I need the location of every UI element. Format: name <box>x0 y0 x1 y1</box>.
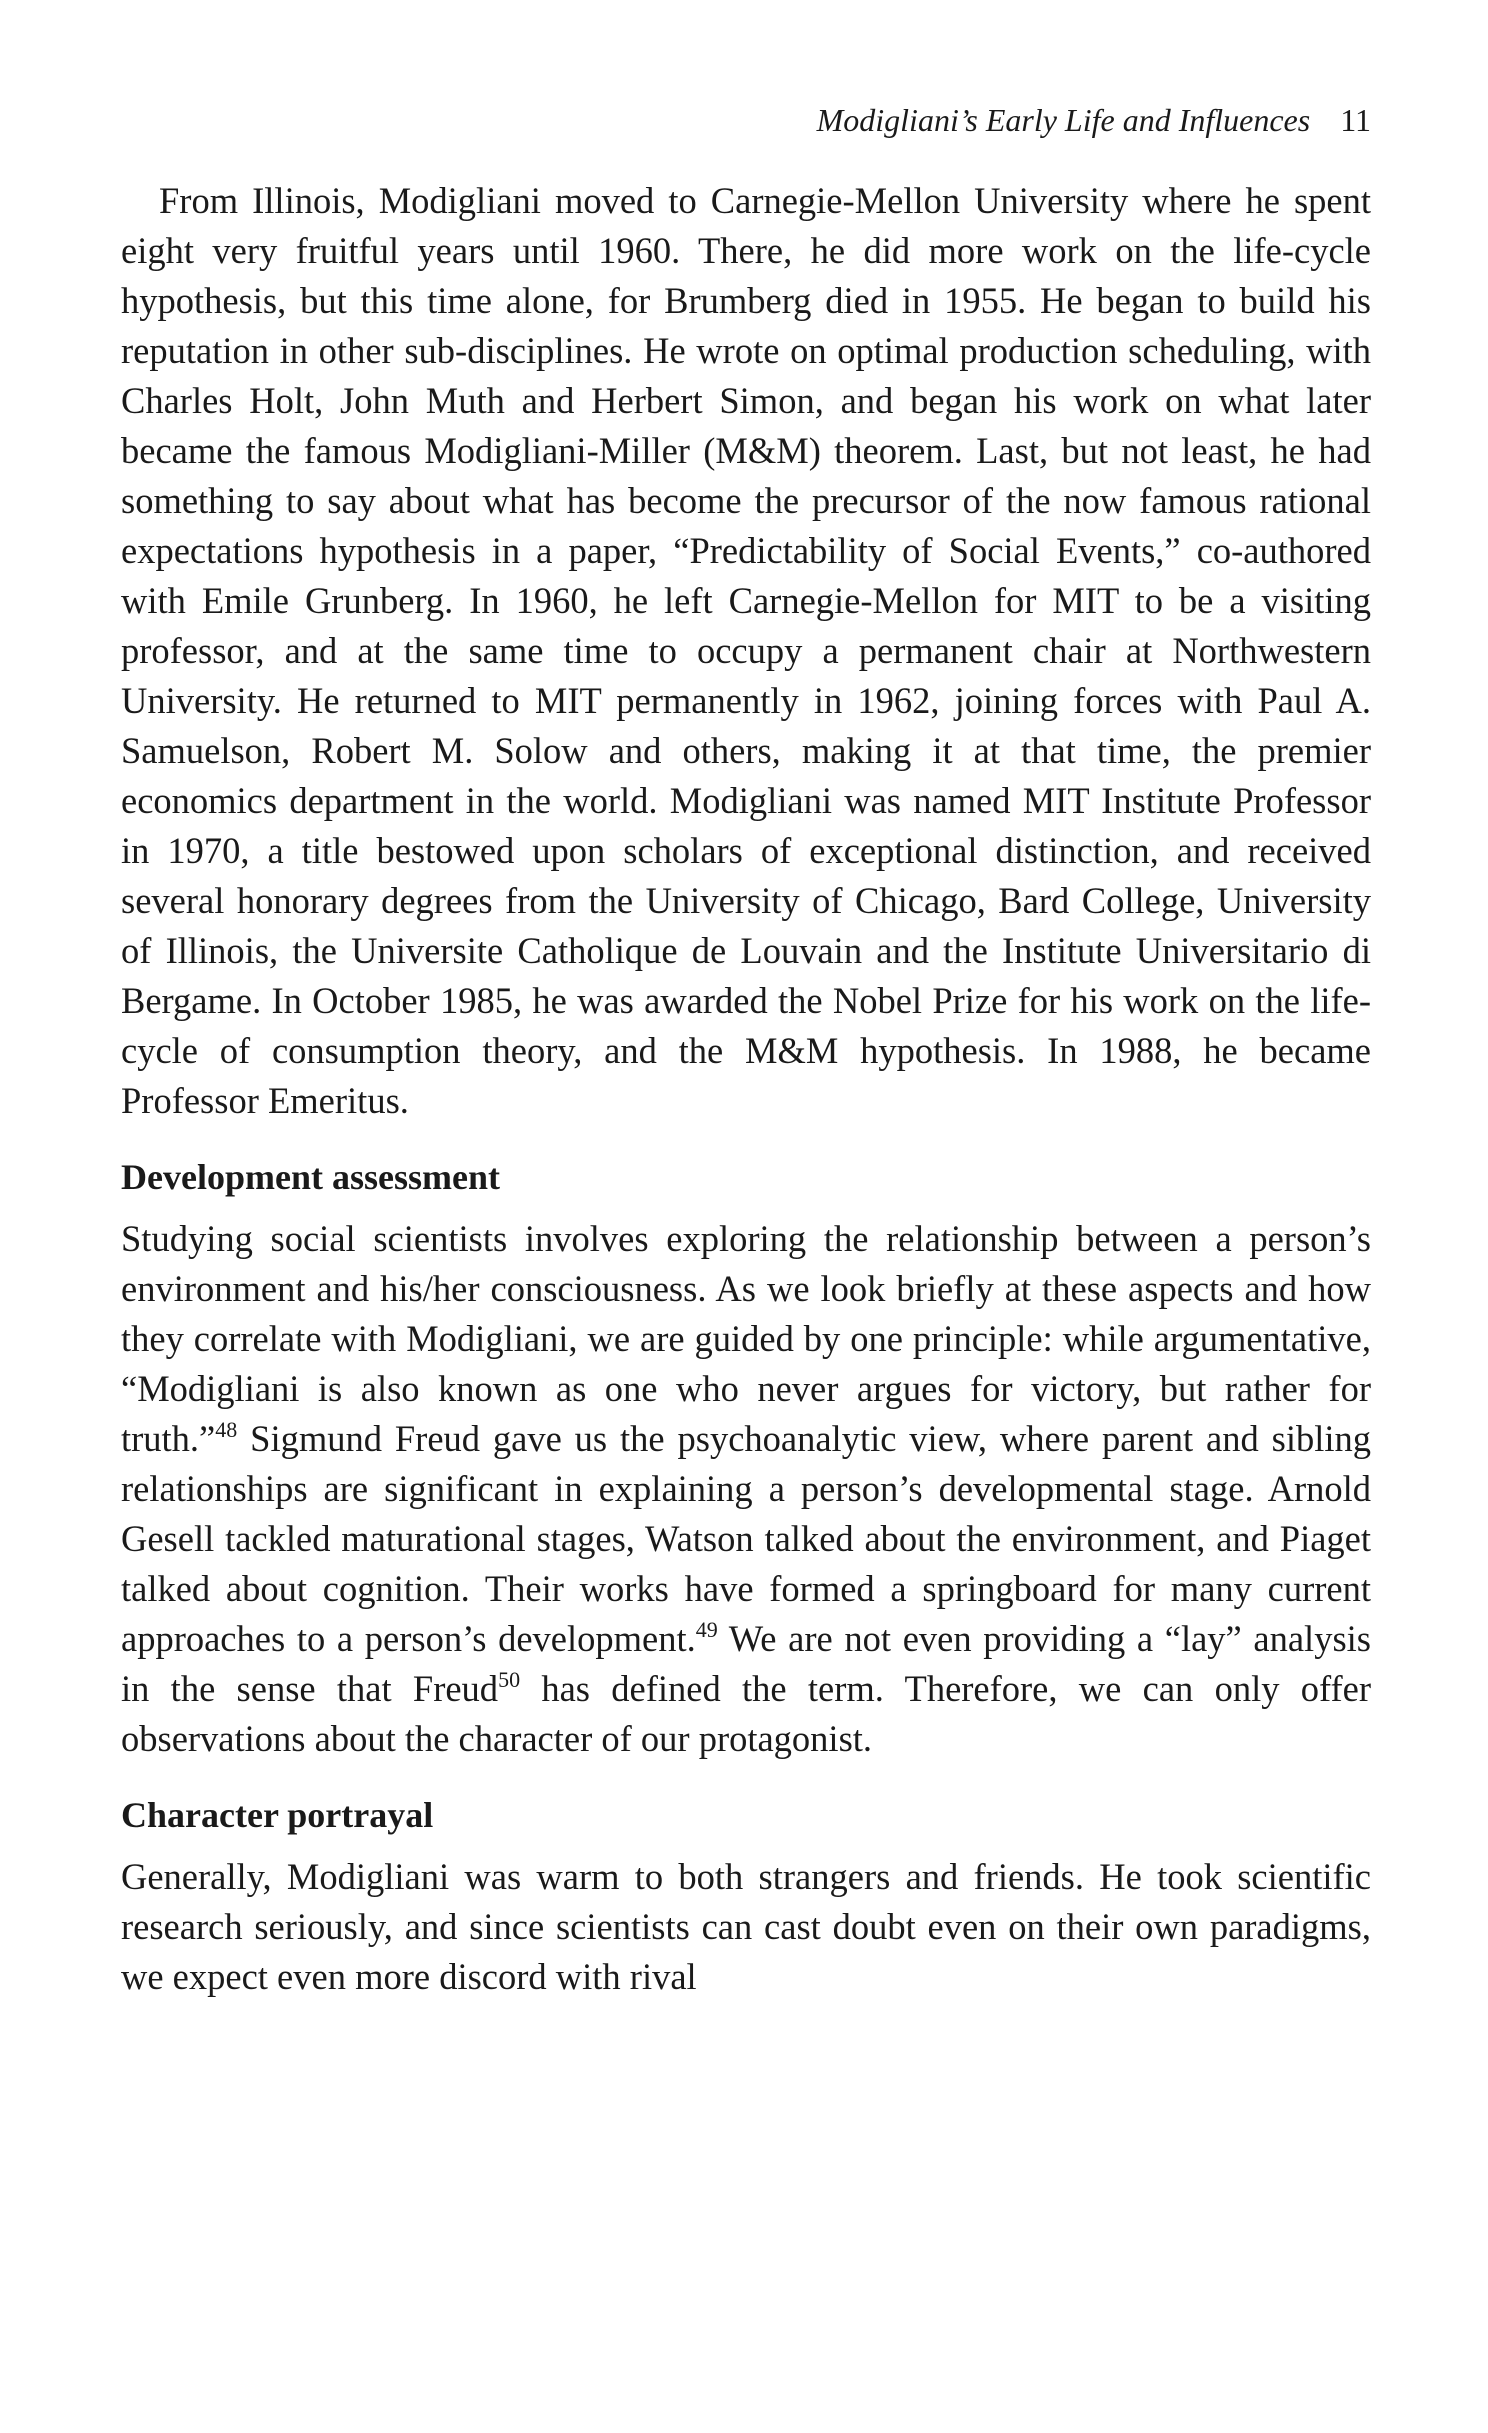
development-text-part-2: Sigmund Freud gave us the psychoanalytic view, where parent and sibling relationships are significant in explaining a person’s developmental stage. Arnold Gesell tackled maturational stages, Watson talked about the environment, and Piaget talked about cognition. Their works have formed a springboard for many current approaches to a person’s development. <box>121 1418 1371 1659</box>
book-page <box>121 100 1371 2002</box>
footnote-ref-48: 48 <box>215 1417 238 1442</box>
development-text-part-1: Studying social scientists involves exploring the relationship between a person’s environment and his/her consciousness. As we look briefly at these aspects and how they correlate with Modigliani, we are guided by one principle: while argumentative, “Modigliani is also known as one who never argues for victory, but rather for truth.” <box>121 1218 1371 1459</box>
body-paragraph-character: Generally, Modigliani was warm to both strangers and friends. He took scientific research seriously, and since scientists can cast doubt even on their own paradigms, we expect even more discord with rival <box>121 1856 1371 1997</box>
running-header <box>121 100 1371 140</box>
page-number: 11 <box>1340 102 1371 138</box>
development-text-part-4: has defined the term. Therefore, we can only offer observations about the character of our protagonist. <box>121 1668 1371 1759</box>
body-paragraph-career: From Illinois, Modigliani moved to Carnegie-Mellon University where he spent eight very fruitful years until 1960. There, he did more work on the life-cycle hypothesis, but this time alone, for Brumberg died in 1955. He began to build his reputation in other sub-disciplines. He wrote on optimal production scheduling, with Charles Holt, John Muth and Herbert Simon, and began his work on what later became the famous Modigliani-Miller (M&M) theorem. Last, but not least, he had something to say about what has become the precursor of the now famous rational expectations hypothesis in a paper, “Predictability of Social Events,” co-authored with Emile Grunberg. In 1960, he left Carnegie-Mellon for MIT to be a visiting professor, and at the same time to occupy a permanent chair at Northwestern University. He returned to MIT permanently in 1962, joining forces with Paul A. Samuelson, Robert M. Solow and others, making it at that time, the premier economics department in the world. Modigliani was named MIT Institute Professor in 1970, a title bestowed upon scholars of exceptional distinction, and received several honorary degrees from the University of Chicago, Bard College, University of Illinois, the Universite Catholique de Louvain and the Institute Universitario di Bergame. In October 1985, he was awarded the Nobel Prize for his work on the life-cycle of consumption theory, and the M&M hypothesis. In 1988, he became Professor Emeritus. <box>121 180 1371 1121</box>
footnote-ref-49: 49 <box>695 1617 718 1642</box>
section-heading-development: Development assessment <box>121 1157 500 1197</box>
section-heading-character: Character portrayal <box>121 1795 434 1835</box>
body-paragraph-development <box>121 1214 1371 1764</box>
footnote-ref-50: 50 <box>498 1667 521 1692</box>
running-header-title: Modigliani’s Early Life and Influences <box>816 102 1311 138</box>
development-text-part-3: We are not even providing a “lay” analysis in the sense that Freud <box>121 1618 1372 1709</box>
